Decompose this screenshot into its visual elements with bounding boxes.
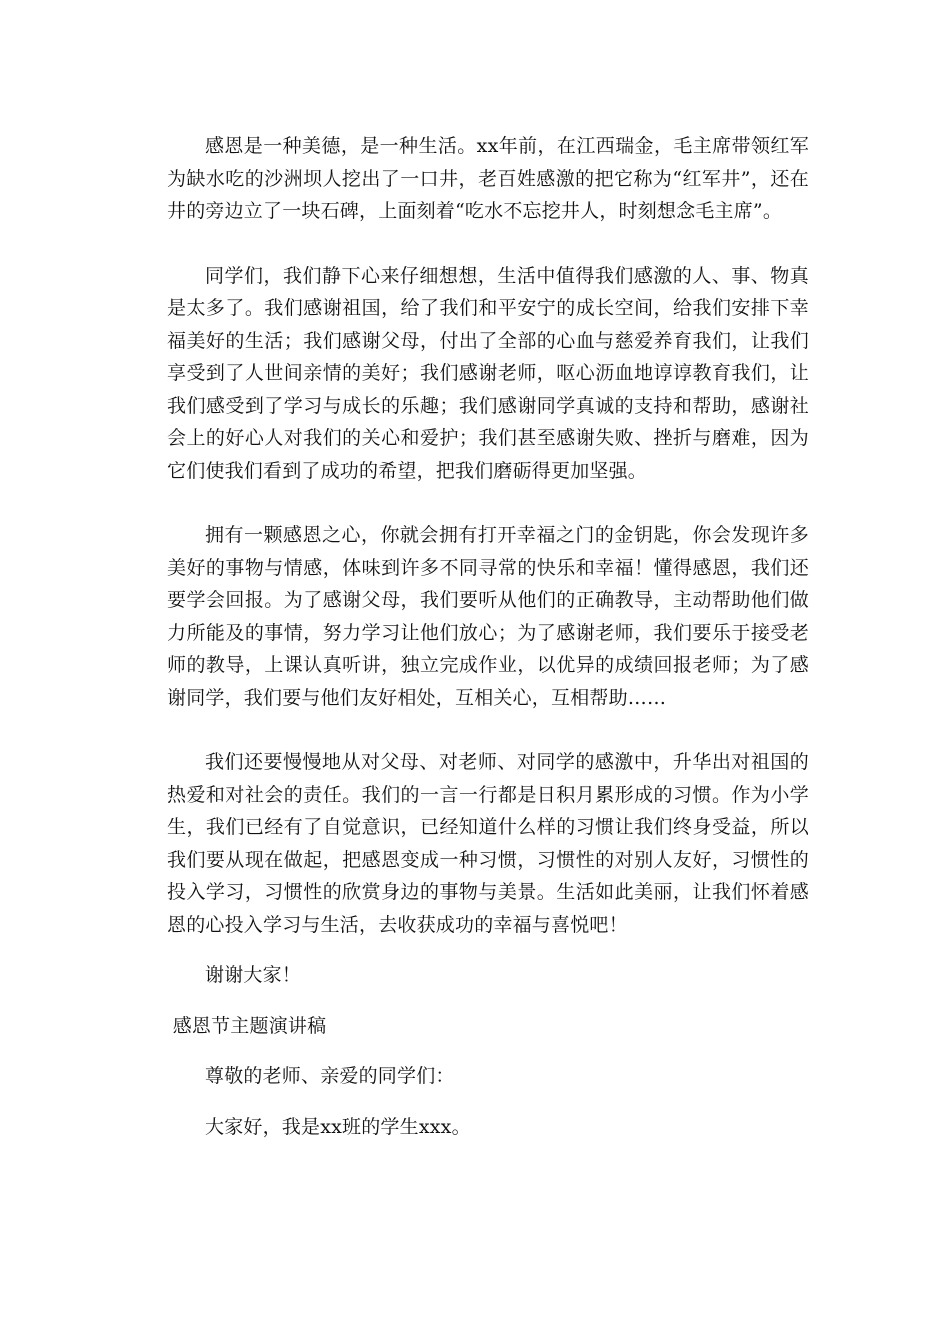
section-heading: 感恩节主题演讲稿 [172,1014,327,1037]
paragraph-thanks-list: 同学们，我们静下心来仔细想想，生活中值得我们感激的人、事、物真是太多了。我们感谢祖国，给了我们和平安宁的成长空间，给我们安排下幸福美好的生活；我们感谢父母，付出了全部的心血与慈爱养育我们，让我们享受到了人世间亲情的美好；我们感谢老师，呕心沥血地谆谆教育我们，让我们感受到了学习与成长的乐趣；我们感谢同学真诚的支持和帮助，感谢社会上的好心人对我们的关心和爱护；我们甚至感谢失败、挫折与磨难，因为它们使我们看到了成功的希望，把我们磨砺得更加坚强。 [167,264,809,482]
intro-line: 大家好，我是xx班的学生xxx。 [205,1115,471,1138]
paragraph-grateful-heart: 拥有一颗感恩之心，你就会拥有打开幸福之门的金钥匙，你会发现许多美好的事物与情感，体味到许多不同寻常的快乐和幸福！懂得感恩，我们还要学会回报。为了感谢父母，我们要听从他们的正确教导，主动帮助他们做力所能及的事情，努力学习让他们放心；为了感谢老师，我们要乐于接受老师的教导，上课认真听讲，独立完成作业，以优异的成绩回报老师；为了感谢同学，我们要与他们友好相处，互相关心，互相帮助…… [167,524,809,709]
paragraph-habit: 我们还要慢慢地从对父母、对老师、对同学的感激中，升华出对祖国的热爱和对社会的责任。我们的一言一行都是日积月累形成的习惯。作为小学生，我们已经有了自觉意识，已经知道什么样的习惯让我们终身受益，所以我们要从现在做起，把感恩变成一种习惯，习惯性的对别人友好，习惯性的投入学习，习惯性的欣赏身边的事物与美景。生活如此美丽，让我们怀着感恩的心投入学习与生活，去收获成功的幸福与喜悦吧！ [167,751,809,936]
paragraph-thanks-everyone: 谢谢大家！ [205,964,302,986]
paragraph-gratitude-virtue: 感恩是一种美德，是一种生活。xx年前，在江西瑞金，毛主席带领红军为缺水吃的沙洲坝人挖出了一口井，老百姓感激的把它称为“红军井”，还在井的旁边立了一块石碑，上面刻着“吃水不忘挖井人，时刻想念毛主席”。 [167,135,809,222]
greeting-line: 尊敬的老师、亲爱的同学们： [205,1065,455,1087]
document-body [167,130,809,1143]
